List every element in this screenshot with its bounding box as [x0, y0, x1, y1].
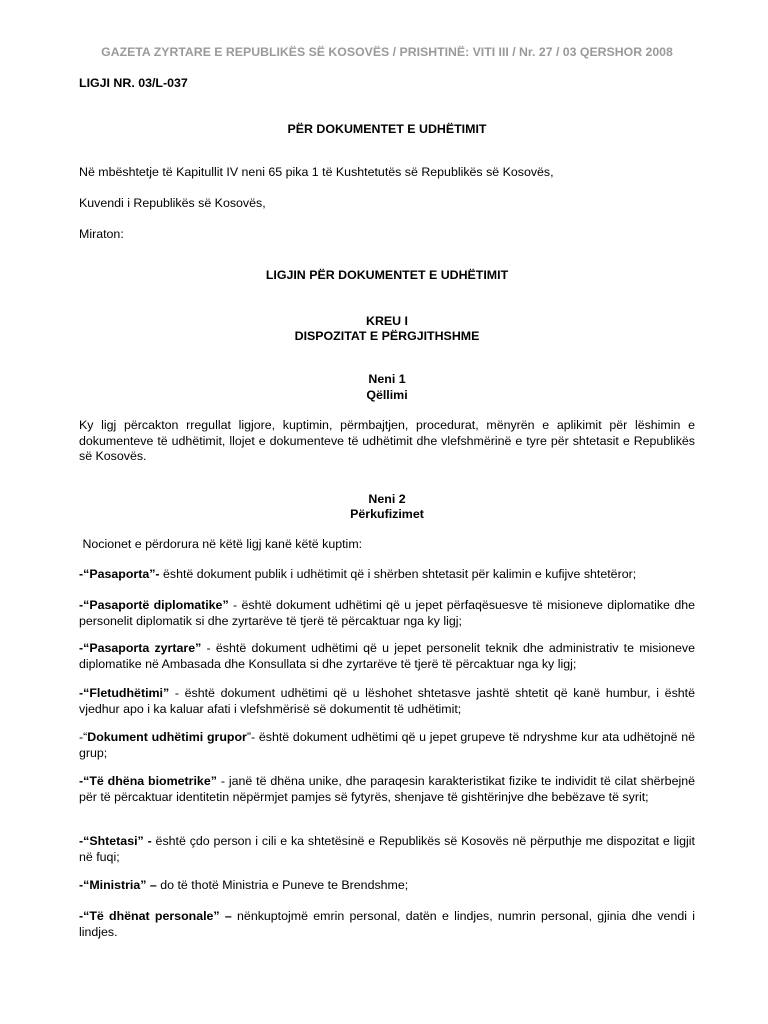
preamble-assembly: Kuvendi i Republikës së Kosovës,	[79, 196, 266, 210]
article-2-intro: Nocionet e përdorura në këtë ligj kanë këtë kuptim:	[79, 537, 363, 551]
definition-text: - është dokument udhëtimi që u lëshohet shtetasve jashtë shtetit që kanë humbur, i është vjedhur apo i ka kaluar afati i vlefshmërisë së dokumentit të udhëtimit;	[79, 686, 695, 716]
definition-prefix: -“	[79, 730, 88, 744]
article-1-number: Neni 1	[368, 372, 406, 386]
definition-term: -“Pasaporta”-	[79, 567, 160, 581]
definition-text: - është dokument udhëtimi që u jepet personelit teknik dhe administrativ te misioneve diplomatike në Ambasada dhe Konsullata si dhe zyrtarëve të tjerë të përcaktuar nga ky ligj;	[79, 641, 695, 671]
definition-term: -“Ministria” –	[79, 878, 157, 892]
definition-term: -“Të dhëna biometrike”	[79, 774, 217, 788]
definition-term: -“Të dhënat personale” –	[79, 909, 232, 923]
definition-text: - është dokument udhëtimi që u jepet përfaqësuesve të misioneve diplomatike dhe personelit diplomatik si dhe zyrtarëve të tjerë të përcaktuar nga ky ligj;	[79, 598, 695, 628]
definition-item	[79, 878, 695, 894]
chapter-number: KREU I	[366, 314, 408, 328]
definition-item	[79, 686, 695, 717]
definition-text: do të thotë Ministria e Puneve te Brendshme;	[156, 878, 409, 892]
definition-item	[79, 834, 695, 865]
article-2-number: Neni 2	[368, 492, 406, 506]
preamble-basis: Në mbështetje të Kapitullit IV neni 65 pika 1 të Kushtetutës së Republikës së Kosovës,	[79, 165, 554, 179]
article-1-text: Ky ligj përcakton rregullat ligjore, kuptimin, përmbajtjen, procedurat, mënyrën e aplikimit për lëshimin e dokumenteve të udhëtimit, llojet e dokumenteve të udhëtimit dhe vlefshmërinë e tyre për shtetasit e Republikës së Kosovës.	[79, 418, 695, 463]
definition-item	[79, 774, 695, 805]
definition-term: -“Shtetasi” -	[79, 834, 152, 848]
definition-item	[79, 730, 695, 761]
definition-text: nënkuptojmë emrin personal, datën e lindjes, numrin personal, gjinia dhe vendi i lindjes.	[79, 909, 695, 939]
definition-term: Dokument udhëtimi grupor	[87, 730, 247, 744]
chapter-title: DISPOZITAT E PËRGJITHSHME	[294, 329, 480, 343]
definition-item	[79, 567, 695, 583]
law-title: PËR DOKUMENTET E UDHËTIMIT	[287, 122, 487, 136]
definition-item	[79, 598, 695, 629]
definition-item	[79, 641, 695, 672]
definition-text: është dokument publik i udhëtimit që i shërben shtetasit për kalimin e kufijve shtetëror;	[159, 567, 637, 581]
definition-term: -“Pasaporta zyrtare”	[79, 641, 202, 655]
gazette-header: GAZETA ZYRTARE E REPUBLIKËS SË KOSOVËS / PRISHTINË: VITI III / Nr. 27 / 03 QERSHOR 2008	[101, 45, 673, 59]
definition-text: - është dokument udhëtimi që u jepet grupeve të ndryshme kur ata udhëtojnë në grup;	[79, 730, 695, 760]
definition-item	[79, 909, 695, 940]
definition-suffix: ”	[246, 730, 252, 744]
definition-text: - janë të dhëna unike, dhe paraqesin karakteristikat fizike te individit të cilat shërbejnë për të përcaktuar identitetin nëpërmjet pamjes së fytyrës, shenjave të gishtërinjve dhe bebëzave të syrit;	[79, 774, 695, 804]
definition-term: -“Fletudhëtimi”	[79, 686, 170, 700]
article-1-title: Qëllimi	[366, 388, 408, 402]
definition-text: është çdo person i cili e ka shtetësinë e Republikës së Kosovës në përputhje me dispozitat e ligjit në fuqi;	[79, 834, 695, 864]
article-2-title: Përkufizimet	[350, 507, 424, 521]
preamble-adopts: Miraton:	[79, 227, 124, 241]
law-heading: LIGJIN PËR DOKUMENTET E UDHËTIMIT	[265, 268, 509, 282]
definition-term: -“Pasaportë diplomatike”	[79, 598, 229, 612]
law-number: LIGJI NR. 03/L-037	[79, 76, 188, 90]
